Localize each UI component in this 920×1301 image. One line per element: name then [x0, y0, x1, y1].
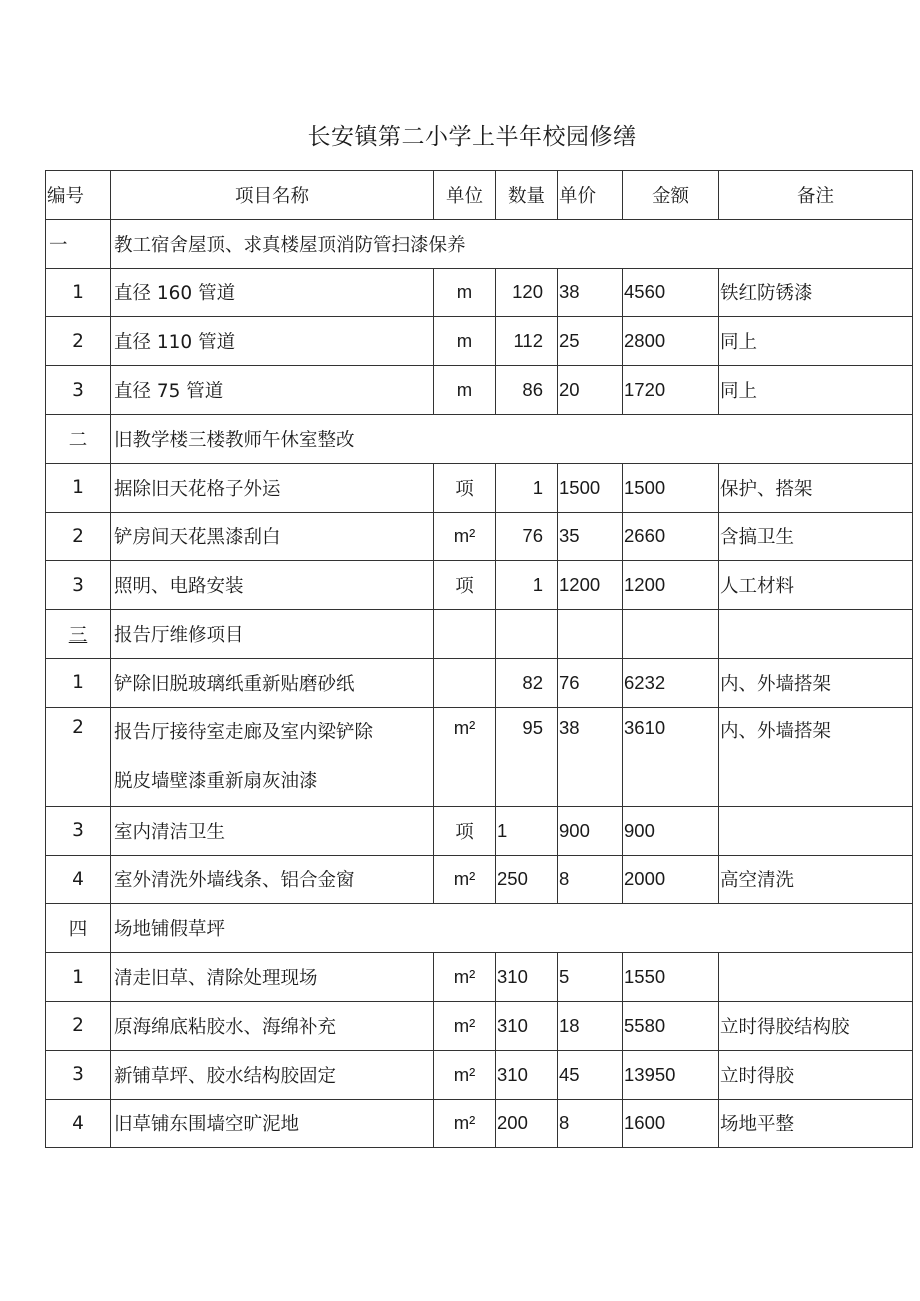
- cell-no: 1: [46, 268, 111, 317]
- section-label-text: 三: [68, 625, 88, 647]
- cell-name: 新铺草坪、胶水结构胶固定: [111, 1050, 434, 1099]
- cell-price: 8: [558, 1099, 623, 1148]
- table-row: [46, 1099, 913, 1148]
- cell-price: 5: [558, 953, 623, 1002]
- cell-amount: 900: [623, 806, 719, 855]
- empty-cell: [496, 610, 558, 659]
- cell-no: 3: [46, 561, 111, 610]
- header-amount: 金额: [623, 171, 719, 220]
- cell-unit: m²: [434, 1099, 496, 1148]
- table-row: [46, 658, 913, 707]
- cell-unit-text: m²: [453, 716, 476, 738]
- section-title: 报告厅维修项目: [111, 610, 434, 659]
- table-row: [46, 1001, 913, 1050]
- section-row: [46, 904, 913, 953]
- cell-amount: 1550: [623, 953, 719, 1002]
- cell-unit: m²: [434, 1001, 496, 1050]
- cell-no: 3: [46, 366, 111, 415]
- section-title: 旧教学楼三楼教师午休室整改: [111, 414, 913, 463]
- cell-unit: m: [434, 366, 496, 415]
- cell-name: 据除旧天花格子外运: [111, 463, 434, 512]
- cell-price-text: 38: [559, 716, 580, 738]
- empty-cell: [623, 610, 719, 659]
- empty-cell: [558, 610, 623, 659]
- table-row: [46, 806, 913, 855]
- cell-name: 直径 75 管道: [111, 366, 434, 415]
- cell-amount: [623, 707, 719, 806]
- empty-cell: [434, 610, 496, 659]
- cell-unit: 项: [434, 463, 496, 512]
- header-name: 项目名称: [111, 171, 434, 220]
- cell-no: 1: [46, 953, 111, 1002]
- repair-budget-table: [45, 170, 913, 1148]
- cell-note: [719, 707, 913, 806]
- cell-amount: 2660: [623, 512, 719, 561]
- section-label: [46, 610, 111, 659]
- table-row: [46, 268, 913, 317]
- cell-qty: 200: [496, 1099, 558, 1148]
- cell-name-text: [114, 708, 433, 806]
- cell-note: 含搞卫生: [719, 512, 913, 561]
- table-row: [46, 463, 913, 512]
- cell-qty: 310: [496, 1001, 558, 1050]
- cell-price: 8: [558, 855, 623, 904]
- cell-amount: 13950: [623, 1050, 719, 1099]
- cell-qty: 310: [496, 1050, 558, 1099]
- section-label: 四: [46, 904, 111, 953]
- cell-no: 2: [46, 317, 111, 366]
- cell-unit: m²: [434, 855, 496, 904]
- cell-qty: 1: [496, 463, 558, 512]
- cell-price: [558, 707, 623, 806]
- cell-name: 铲除旧脱玻璃纸重新贴磨砂纸: [111, 658, 434, 707]
- cell-name: 室内清洁卫生: [111, 806, 434, 855]
- cell-no: 2: [46, 1001, 111, 1050]
- empty-cell: [719, 610, 913, 659]
- cell-price: 900: [558, 806, 623, 855]
- cell-note-text: 内、外墙搭架: [720, 720, 832, 742]
- table-row: [46, 561, 913, 610]
- cell-price: 1200: [558, 561, 623, 610]
- table-row: [46, 366, 913, 415]
- table-header-row: [46, 171, 913, 220]
- document-title: 长安镇第二小学上半年校园修缮: [307, 124, 637, 150]
- cell-no: 4: [46, 1099, 111, 1148]
- table-row: [46, 1050, 913, 1099]
- cell-qty: 76: [496, 512, 558, 561]
- cell-amount: 1200: [623, 561, 719, 610]
- cell-no: 1: [46, 658, 111, 707]
- cell-no: 3: [46, 1050, 111, 1099]
- cell-qty: 120: [496, 268, 558, 317]
- cell-no: 3: [46, 806, 111, 855]
- cell-note: 内、外墙搭架: [719, 658, 913, 707]
- cell-name: 照明、电路安装: [111, 561, 434, 610]
- cell-price: 1500: [558, 463, 623, 512]
- header-price: 单价: [558, 171, 623, 220]
- cell-qty: 250: [496, 855, 558, 904]
- cell-name-line1: 报告厅接待室走廊及室内梁铲除: [114, 721, 374, 743]
- cell-qty: 310: [496, 953, 558, 1002]
- cell-note: 同上: [719, 317, 913, 366]
- cell-name: [111, 707, 434, 806]
- cell-note: 铁红防锈漆: [719, 268, 913, 317]
- cell-name: 清走旧草、清除处理现场: [111, 953, 434, 1002]
- header-qty: 数量: [496, 171, 558, 220]
- cell-amount: 1720: [623, 366, 719, 415]
- cell-unit: [434, 707, 496, 806]
- cell-unit: m²: [434, 1050, 496, 1099]
- header-no: 编号: [46, 171, 111, 220]
- cell-qty: 86: [496, 366, 558, 415]
- cell-price: 76: [558, 658, 623, 707]
- cell-name: 直径 110 管道: [111, 317, 434, 366]
- cell-no: 4: [46, 855, 111, 904]
- cell-note: 立时得胶: [719, 1050, 913, 1099]
- cell-price: 25: [558, 317, 623, 366]
- cell-amount: 2800: [623, 317, 719, 366]
- cell-note: 人工材料: [719, 561, 913, 610]
- table-row: [46, 512, 913, 561]
- cell-name: 旧草铺东围墙空旷泥地: [111, 1099, 434, 1148]
- cell-name: 室外清洗外墙线条、铝合金窗: [111, 855, 434, 904]
- cell-price: 18: [558, 1001, 623, 1050]
- section-label: 二: [46, 414, 111, 463]
- section-title: 场地铺假草坪: [111, 904, 913, 953]
- table-row: [46, 707, 913, 806]
- cell-unit: m: [434, 317, 496, 366]
- cell-qty: 1: [496, 561, 558, 610]
- section-row: [46, 414, 913, 463]
- cell-name-line2: 脱皮墙壁漆重新扇灰油漆: [114, 770, 318, 792]
- cell-amount-text: 3610: [624, 716, 666, 738]
- cell-amount: 5580: [623, 1001, 719, 1050]
- cell-name: 铲房间天花黑漆刮白: [111, 512, 434, 561]
- cell-note: [719, 953, 913, 1002]
- cell-no: 1: [46, 463, 111, 512]
- cell-qty: 82: [496, 658, 558, 707]
- cell-unit: 项: [434, 806, 496, 855]
- cell-name: 原海绵底粘胶水、海绵补充: [111, 1001, 434, 1050]
- cell-note: [719, 806, 913, 855]
- cell-unit: m: [434, 268, 496, 317]
- section-row: [46, 219, 913, 268]
- cell-unit: m²: [434, 512, 496, 561]
- cell-amount: 4560: [623, 268, 719, 317]
- cell-qty: [496, 707, 558, 806]
- cell-unit: 项: [434, 561, 496, 610]
- table-row: [46, 953, 913, 1002]
- cell-qty: 112: [496, 317, 558, 366]
- section-label: 一: [46, 219, 111, 268]
- cell-price: 35: [558, 512, 623, 561]
- cell-note: 立时得胶结构胶: [719, 1001, 913, 1050]
- cell-qty-text: 95: [522, 716, 543, 738]
- cell-note: 保护、搭架: [719, 463, 913, 512]
- header-note: 备注: [719, 171, 913, 220]
- header-unit: 单位: [434, 171, 496, 220]
- cell-unit: m²: [434, 953, 496, 1002]
- section-title: 教工宿舍屋顶、求真楼屋顶消防管扫漆保养: [111, 219, 913, 268]
- table-row: [46, 855, 913, 904]
- section-row: [46, 610, 913, 659]
- cell-no: [46, 707, 111, 806]
- table-row: [46, 317, 913, 366]
- cell-note: 高空清洗: [719, 855, 913, 904]
- cell-amount: 2000: [623, 855, 719, 904]
- cell-note: 同上: [719, 366, 913, 415]
- cell-amount: 6232: [623, 658, 719, 707]
- cell-note: 场地平整: [719, 1099, 913, 1148]
- cell-name: 直径 160 管道: [111, 268, 434, 317]
- cell-price: 38: [558, 268, 623, 317]
- cell-no: 2: [46, 512, 111, 561]
- cell-amount: 1600: [623, 1099, 719, 1148]
- cell-unit: [434, 658, 496, 707]
- cell-price: 20: [558, 366, 623, 415]
- cell-price: 45: [558, 1050, 623, 1099]
- cell-amount: 1500: [623, 463, 719, 512]
- cell-no-text: 2: [72, 716, 84, 738]
- cell-qty: 1: [496, 806, 558, 855]
